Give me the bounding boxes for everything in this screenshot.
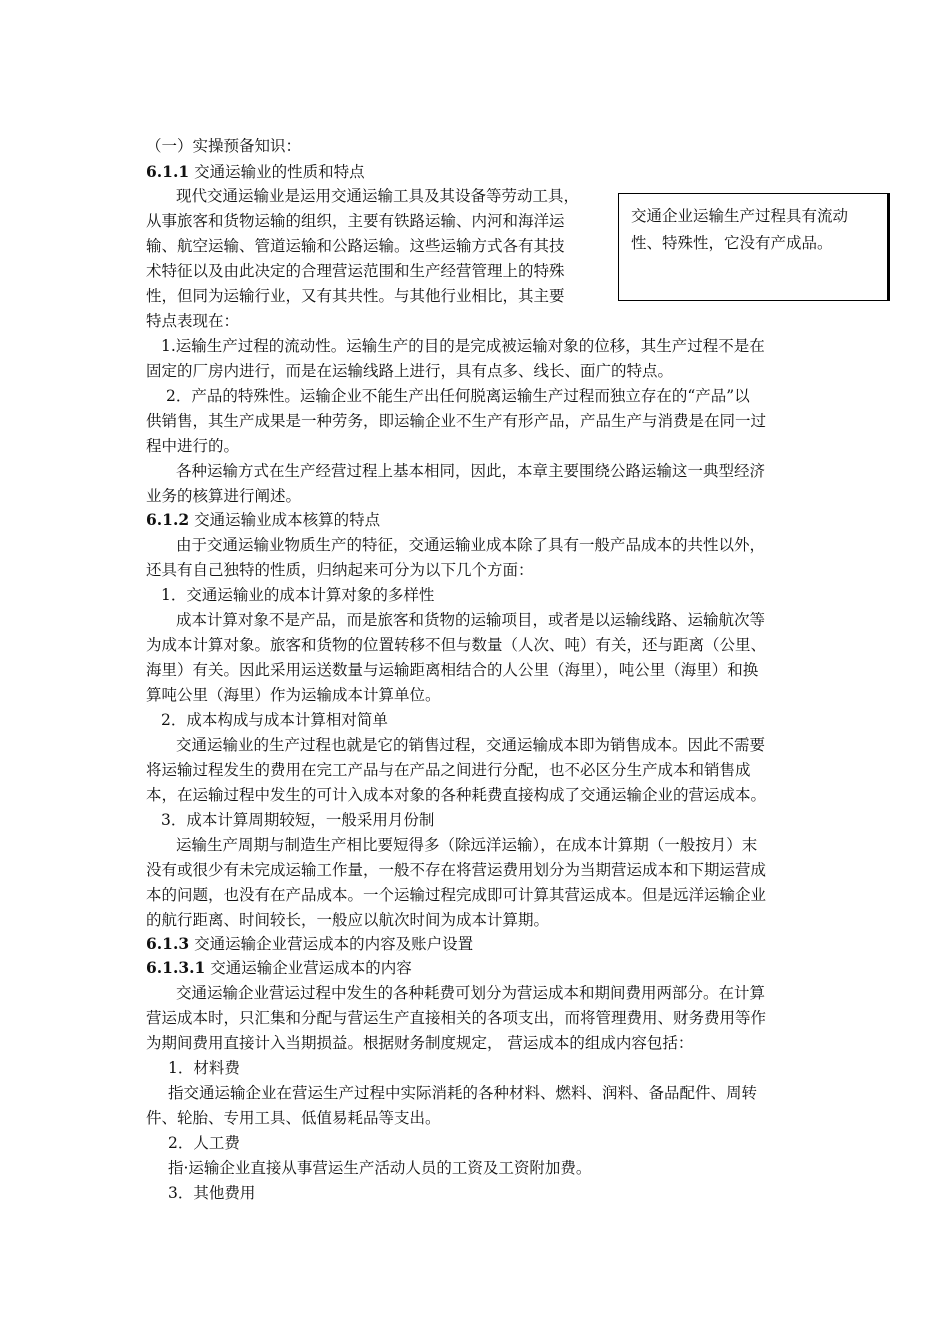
body-text-line: 性，但同为运输行业，又有其共性。与其他行业相比，其主要: [146, 287, 565, 305]
section-title: 交通运输业的性质和特点: [189, 163, 365, 181]
body-text-line: 固定的厂房内进行，而是在运输线路上进行，具有点多、线长、面广的特点。: [146, 362, 674, 380]
body-text-line: 2．人工费: [168, 1134, 240, 1152]
body-text-line: 将运输过程发生的费用在完工产品与在产品之间进行分配，也不必区分生产成本和销售成: [146, 761, 751, 779]
body-text-line: 本，在运输过程中发生的可计入成本对象的各种耗费直接构成了交通运输企业的营运成本。: [146, 786, 767, 804]
body-text-line: 业务的核算进行阐述。: [146, 487, 302, 505]
body-text-line: 成本计算对象不是产品，而是旅客和货物的运输项目，或者是以运输线路、运输航次等: [176, 611, 766, 629]
body-text-line: 现代交通运输业是运用交通运输工具及其设备等劳动工具，: [176, 187, 580, 205]
margin-note-box: [618, 193, 890, 301]
body-text-line: （一）实操预备知识：: [146, 137, 302, 155]
body-text-line: 2．成本构成与成本计算相对简单: [161, 711, 388, 729]
body-text-line: 算吨公里（海里）作为运输成本计算单位。: [146, 686, 441, 704]
body-text-line: 1．材料费: [168, 1059, 240, 1077]
section-number: 6.1.3: [146, 934, 190, 953]
body-text-line: 件、轮胎、专用工具、低值易耗品等支出。: [146, 1109, 441, 1127]
body-text-line: 1．交通运输业的成本计算对象的多样性: [161, 586, 435, 604]
margin-note-line: 交通企业运输生产过程具有流动: [631, 207, 849, 225]
section-number: 6.1.2: [146, 510, 190, 529]
section-heading: [146, 932, 473, 956]
section-title: 交通运输企业营运成本的内容: [205, 959, 412, 977]
body-text-line: 术特征以及由此决定的合理营运范围和生产经营管理上的特殊: [146, 262, 565, 280]
section-heading: [146, 160, 365, 184]
body-text-line: 1.运输生产过程的流动性。运输生产的目的是完成被运输对象的位移，其生产过程不是在: [161, 337, 765, 355]
body-text-line: 为期间费用直接计入当期损益。根据财务制度规定， 营运成本的组成内容包括：: [146, 1034, 694, 1052]
body-text-line: 从事旅客和货物运输的组织，主要有铁路运输、内河和海洋运: [146, 212, 565, 230]
body-text-line: 程中进行的。: [146, 437, 240, 455]
body-text-line: 各种运输方式在生产经营过程上基本相同，因此，本章主要围绕公路运输这一典型经济: [176, 462, 766, 480]
section-heading: [146, 956, 412, 980]
body-text-line: 特点表现在：: [146, 312, 240, 330]
body-text-line: 3．其他费用: [168, 1184, 256, 1202]
section-title: 交通运输企业营运成本的内容及账户设置: [189, 935, 474, 953]
body-text-line: 海里）有关。因此采用运送数量与运输距离相结合的人公里（海里），吨公里（海里）和换: [146, 661, 759, 679]
body-text-line: 输、航空运输、管道运输和公路运输。这些运输方式各有其技: [146, 237, 565, 255]
body-text-line: 供销售，其生产成果是一种劳务，即运输企业不生产有形产品，产品生产与消费是在同一过: [146, 412, 767, 430]
body-text-line: 本的问题，也没有在产品成本。一个运输过程完成即可计算其营运成本。但是远洋运输企业: [146, 886, 767, 904]
body-text-line: 3．成本计算周期较短，一般采用月份制: [161, 811, 435, 829]
section-heading: [146, 508, 380, 532]
section-number: 6.1.1: [146, 162, 190, 181]
body-text-line: 指·运输企业直接从事营运生产活动人员的工资及工资附加费。: [168, 1159, 592, 1177]
body-text-line: 还具有自己独特的性质，归纳起来可分为以下几个方面：: [146, 561, 534, 579]
section-title: 交通运输业成本核算的特点: [189, 511, 381, 529]
body-text-line: 指交通运输企业在营运生产过程中实际消耗的各种材料、燃料、润料、备品配件、周转: [168, 1084, 758, 1102]
body-text-line: 营运成本时，只汇集和分配与营运生产直接相关的各项支出，而将管理费用、财务费用等作: [146, 1009, 767, 1027]
body-text-line: 由于交通运输业物质生产的特征，交通运输业成本除了具有一般产品成本的共性以外，: [176, 536, 766, 554]
body-text-line: 交通运输业的生产过程也就是它的销售过程，交通运输成本即为销售成本。因此不需要: [176, 736, 766, 754]
margin-note-line: 性、特殊性，它没有产成品。: [631, 234, 833, 252]
body-text-line: 为成本计算对象。旅客和货物的位置转移不但与数量（人次、吨）有关，还与距离（公里、: [146, 636, 767, 654]
body-text-line: 的航行距离、时间较长，一般应以航次时间为成本计算期。: [146, 911, 550, 929]
body-text-line: 没有或很少有未完成运输工作量，一般不存在将营运费用划分为当期营运成本和下期运营成: [146, 861, 767, 879]
body-text-line: 交通运输企业营运过程中发生的各种耗费可划分为营运成本和期间费用两部分。在计算: [176, 984, 766, 1002]
section-number: 6.1.3.1: [146, 958, 206, 977]
body-text-line: 运输生产周期与制造生产相比要短得多（除远洋运输），在成本计算期（一般按月）末: [176, 836, 758, 854]
body-text-line: 2．产品的特殊性。运输企业不能生产出任何脱离运输生产过程而独立存在的“产品”以: [166, 387, 750, 405]
